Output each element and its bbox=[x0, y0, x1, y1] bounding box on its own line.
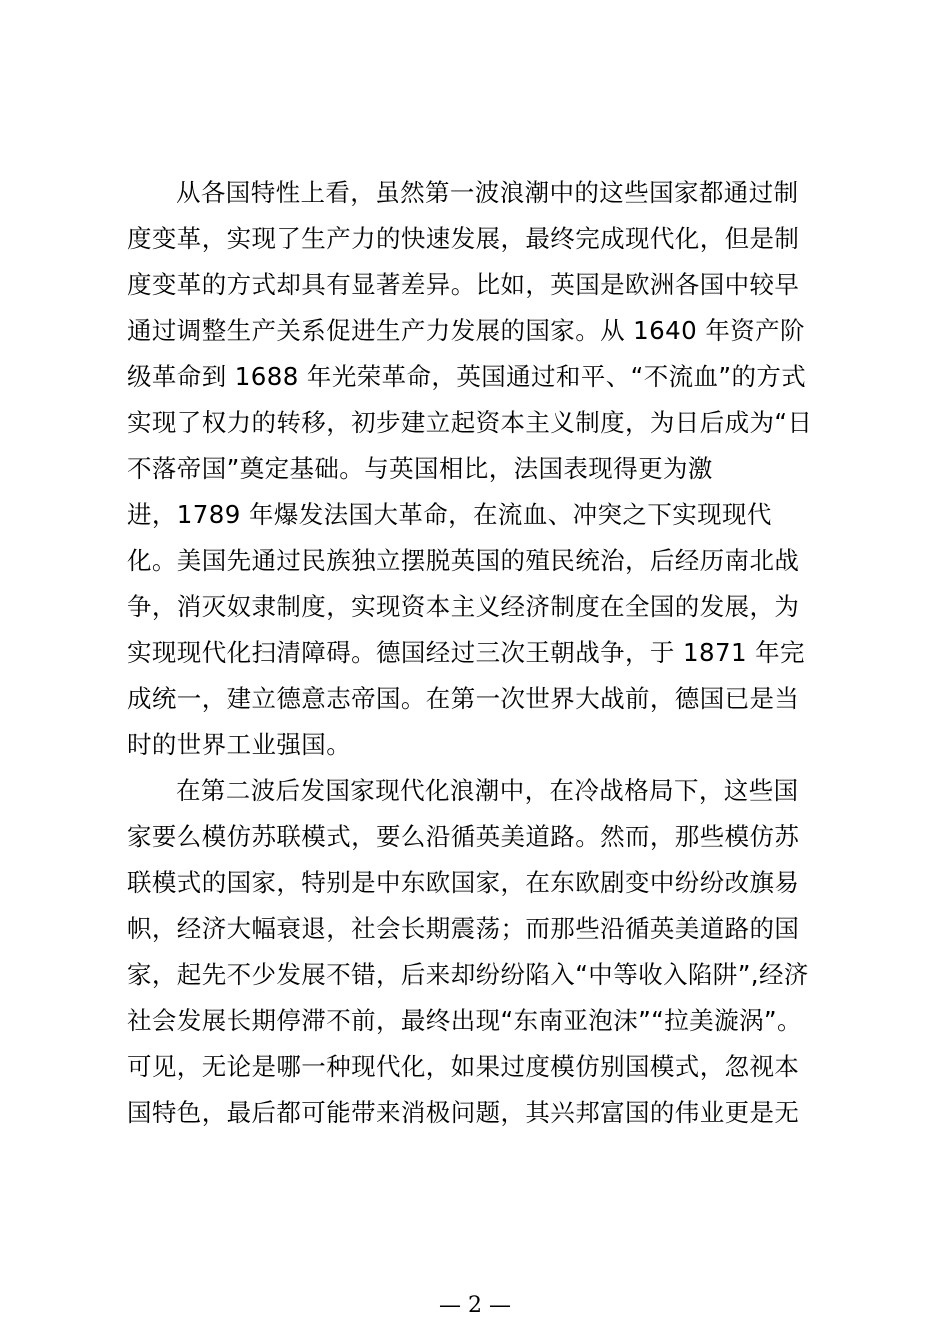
text-line: 国特色，最后都可能带来消极问题，其兴邦富国的伟业更是无 bbox=[127, 1098, 800, 1127]
text-line: 实现了权力的转移，初步建立起资本主义制度，为日后成为“日 bbox=[127, 408, 813, 437]
text-line: 争，消灭奴隶制度，实现资本主义经济制度在全国的发展，为 bbox=[127, 592, 800, 621]
text-line: 从各国特性上看，虽然第一波浪潮中的这些国家都通过制 bbox=[176, 178, 799, 207]
text-line: 帜，经济大幅衰退，社会长期震荡；而那些沿循英美道路的国 bbox=[127, 914, 800, 943]
text-line: 社会发展长期停滞不前，最终出现“东南亚泡沫”“拉美漩涡”。 bbox=[127, 1006, 802, 1035]
text-line: 家要么模仿苏联模式，要么沿循英美道路。然而，那些模仿苏 bbox=[127, 822, 800, 851]
text-line: 实现现代化扫清障碍。德国经过三次王朝战争，于 1871 年完 bbox=[127, 638, 805, 667]
text-line: 时的世界工业强国。 bbox=[127, 730, 352, 759]
text-line: 成统一，建立德意志帝国。在第一次世界大战前，德国已是当 bbox=[127, 684, 800, 713]
text-line: 可见，无论是哪一种现代化，如果过度模仿别国模式，忽视本 bbox=[127, 1052, 800, 1081]
page-number: — 2 — bbox=[439, 1293, 511, 1318]
text-line: 度变革的方式却具有显著差异。比如，英国是欧洲各国中较早 bbox=[127, 270, 800, 299]
text-line: 化。美国先通过民族独立摆脱英国的殖民统治，后经历南北战 bbox=[127, 546, 800, 575]
text-line: 级革命到 1688 年光荣革命，英国通过和平、“不流血”的方式 bbox=[127, 362, 807, 391]
text-line: 进，1789 年爆发法国大革命，在流血、冲突之下实现现代 bbox=[127, 500, 772, 529]
text-line: 家，起先不少发展不错，后来却纷纷陷入“中等收入陷阱”,经济 bbox=[127, 960, 809, 989]
text-line: 不落帝国”奠定基础。与英国相比，法国表现得更为激 bbox=[127, 454, 713, 483]
text-line: 在第二波后发国家现代化浪潮中，在冷战格局下，这些国 bbox=[176, 776, 799, 805]
text-line: 度变革，实现了生产力的快速发展，最终完成现代化，但是制 bbox=[127, 224, 800, 253]
text-line: 通过调整生产关系促进生产力发展的国家。从 1640 年资产阶 bbox=[127, 316, 805, 345]
text-line: 联模式的国家，特别是中东欧国家，在东欧剧变中纷纷改旗易 bbox=[127, 868, 800, 897]
